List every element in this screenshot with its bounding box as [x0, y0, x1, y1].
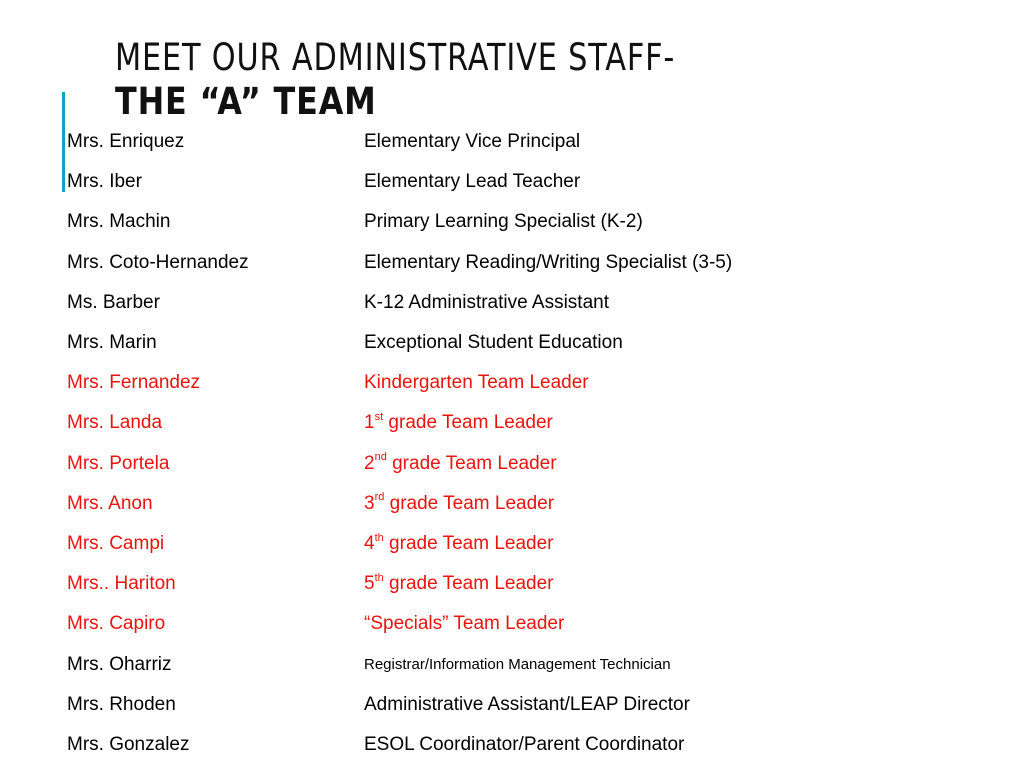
staff-role: K-12 Administrative Assistant: [364, 291, 609, 313]
title-line-2: THE “A” TEAM: [115, 80, 377, 123]
staff-row-team-leader: [67, 484, 967, 524]
grade-number: 2: [364, 452, 375, 474]
ordinal-suffix: rd: [374, 491, 385, 504]
staff-name: Mrs. Enriquez: [67, 131, 185, 153]
title-line-1: MEET OUR ADMINISTRATIVE STAFF-: [115, 36, 676, 79]
role-text: grade Team Leader: [386, 452, 557, 474]
staff-row: [67, 243, 967, 283]
staff-role: “Specials” Team Leader: [364, 613, 565, 635]
staff-row-team-leader: [67, 524, 967, 564]
staff-row: [67, 202, 967, 242]
staff-row: [67, 725, 967, 765]
grade-number: 5: [364, 573, 375, 595]
staff-role: [364, 493, 967, 515]
staff-row: [67, 644, 967, 684]
staff-role: [364, 412, 967, 434]
staff-name: Mrs. Gonzalez: [67, 733, 190, 755]
staff-name: Mrs. Anon: [67, 492, 153, 514]
slide-title: [115, 36, 995, 124]
staff-row: [67, 122, 967, 162]
ordinal-suffix: th: [374, 531, 384, 544]
staff-name: Ms. Barber: [67, 291, 160, 313]
staff-row-team-leader: [67, 444, 967, 484]
staff-name: Mrs.. Hariton: [67, 573, 176, 595]
staff-row: [67, 323, 967, 363]
staff-role: [364, 573, 967, 595]
staff-list: [67, 122, 967, 765]
staff-role: Elementary Vice Principal: [364, 131, 581, 153]
staff-role: Elementary Lead Teacher: [364, 171, 581, 193]
staff-name: Mrs. Coto-Hernandez: [67, 251, 249, 273]
grade-number: 4: [364, 532, 375, 554]
ordinal-suffix: nd: [374, 451, 387, 464]
staff-role: Kindergarten Team Leader: [364, 372, 589, 394]
staff-name: Mrs. Iber: [67, 171, 142, 193]
ordinal-suffix: st: [374, 411, 384, 424]
staff-name: Mrs. Landa: [67, 412, 163, 434]
role-text: grade Team Leader: [383, 573, 554, 595]
staff-name: Mrs. Rhoden: [67, 693, 176, 715]
staff-role: [364, 453, 967, 475]
staff-name: Mrs. Capiro: [67, 613, 166, 635]
staff-role: Registrar/Information Management Technician: [364, 656, 671, 674]
staff-name: Mrs. Marin: [67, 332, 157, 354]
staff-row-team-leader: [67, 363, 967, 403]
staff-name: Mrs. Portela: [67, 452, 170, 474]
staff-role: ESOL Coordinator/Parent Coordinator: [364, 733, 685, 755]
staff-row: [67, 685, 967, 725]
staff-role: Exceptional Student Education: [364, 332, 623, 354]
staff-name: Mrs. Oharriz: [67, 653, 172, 675]
grade-number: 3: [364, 492, 375, 514]
staff-row-team-leader: [67, 403, 967, 443]
grade-number: 1: [364, 412, 375, 434]
role-text: grade Team Leader: [384, 492, 555, 514]
staff-row: [67, 283, 967, 323]
role-text: grade Team Leader: [383, 532, 554, 554]
staff-role: Administrative Assistant/LEAP Director: [364, 693, 690, 715]
role-text: grade Team Leader: [383, 412, 553, 434]
ordinal-suffix: th: [374, 571, 384, 584]
staff-role: [364, 533, 967, 555]
staff-row-team-leader: [67, 604, 967, 644]
staff-name: Mrs. Fernandez: [67, 372, 201, 394]
accent-bar: [62, 92, 65, 192]
staff-role: Primary Learning Specialist (K-2): [364, 211, 643, 233]
staff-role: Elementary Reading/Writing Specialist (3-5): [364, 251, 733, 273]
staff-name: Mrs. Machin: [67, 211, 171, 233]
staff-row-team-leader: [67, 564, 967, 604]
staff-name: Mrs. Campi: [67, 532, 165, 554]
staff-row: [67, 162, 967, 202]
